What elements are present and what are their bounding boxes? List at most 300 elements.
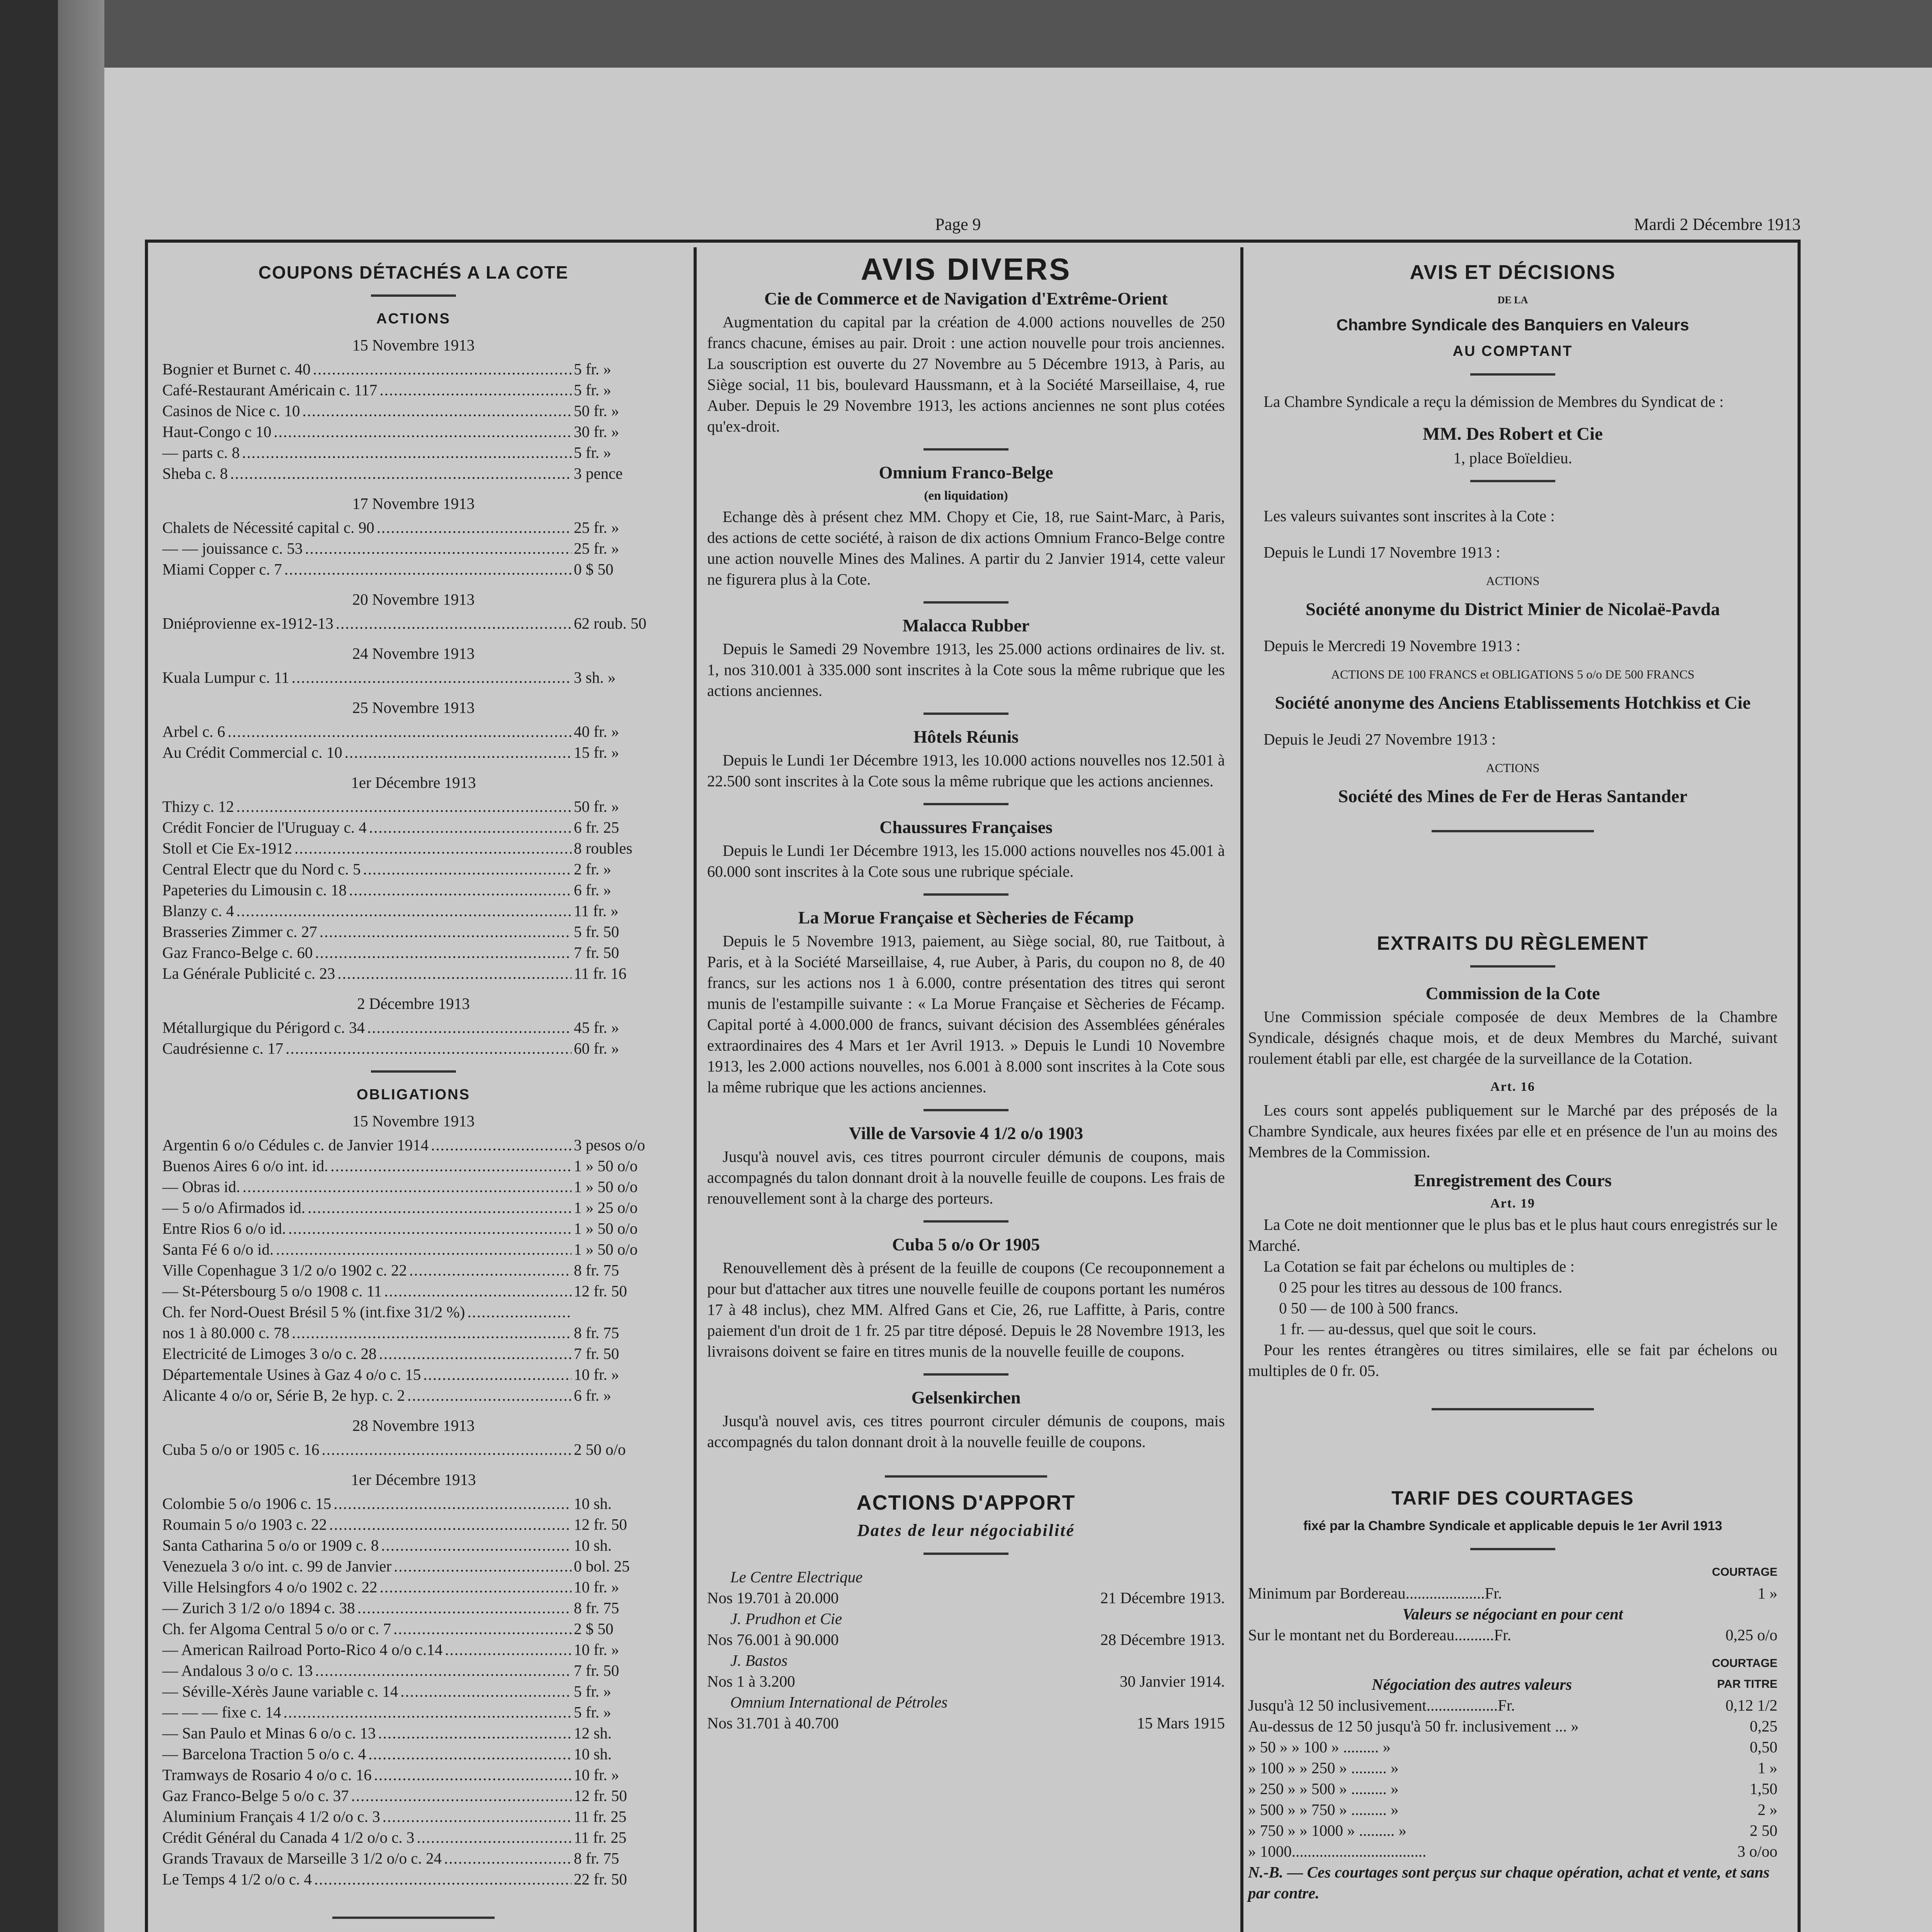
tarif-value: 1 »: [1757, 1584, 1777, 1602]
leader-dots: [379, 1343, 571, 1364]
divider: [923, 1220, 1009, 1223]
tarif-subtitle: fixé par la Chambre Syndicale et applicable depuis le 1er Avril 1913: [1303, 1519, 1723, 1533]
row-name: Entre Rios 6 o/o id.: [162, 1219, 286, 1237]
apport-row: [707, 1671, 1225, 1692]
tarif-value: 0,25: [1750, 1717, 1777, 1735]
row-name: — Barcelona Traction 5 o/o c. 4: [162, 1745, 366, 1763]
leader-dots: [288, 1218, 571, 1239]
group: [162, 697, 665, 763]
notice-text: Jusqu'à nouvel avis, ces titres pourront circuler démunis de coupons, mais accompagnés du talon donnant droit à la nouvelle feuille de coupons. Les frais de renouvellement sont à la charge des porteurs.: [707, 1148, 1225, 1207]
notice-text: Depuis le Samedi 29 Novembre 1913, les 25.000 actions ordinaires de liv. st. 1, nos 310.001 à 335.000 sont inscrites à la Cote sous la même rubrique que les actions anciennes.: [707, 640, 1225, 699]
row-value: 8 fr. 75: [574, 1599, 619, 1617]
table-row: [162, 1017, 665, 1038]
table-row: [162, 1514, 665, 1535]
apport-company: Le Centre Electrique: [730, 1568, 863, 1586]
row-value: 0 $ 50: [574, 560, 614, 578]
running-header: [143, 214, 1801, 238]
group-date: 25 Novembre 1913: [352, 699, 475, 716]
row-name: Bognier et Burnet c. 40: [162, 360, 311, 378]
tarif-value: 2 »: [1757, 1801, 1777, 1818]
notice-title: Hôtels Réunis: [913, 727, 1019, 747]
row-name: Dniéprovienne ex-1912-13: [162, 614, 333, 632]
row-value: 8 fr. 75: [574, 1261, 619, 1279]
article-text: La Cote ne doit mentionner que le plus bas et le plus haut cours enregistrés sur le Marché.: [1248, 1216, 1777, 1254]
leader-dots: [383, 1806, 571, 1827]
group: [162, 493, 665, 580]
row-name: Central Electr que du Nord c. 5: [162, 860, 361, 878]
tarif-label: Jusqu'à 12 50 inclusivement..................Fr.: [1248, 1696, 1515, 1714]
table-row: [162, 1134, 665, 1155]
leader-dots: [378, 1723, 571, 1743]
row-value: 6 fr. »: [574, 1386, 611, 1404]
notice: [707, 615, 1225, 701]
notice: [707, 907, 1225, 1097]
group: [162, 335, 665, 484]
row-name: — Andalous 3 o/o c. 13: [162, 1662, 313, 1679]
row-name: Métallurgique du Périgord c. 34: [162, 1019, 365, 1036]
row-name: Roumain 5 o/o 1903 c. 22: [162, 1515, 327, 1533]
notice-text: Depuis le Lundi 1er Décembre 1913, les 10.000 actions nouvelles nos 12.501 à 22.500 sont inscrites à la Cote sous la même rubrique que les actions anciennes.: [707, 751, 1225, 790]
row-name: Grands Travaux de Marseille 3 1/2 o/o c. 24: [162, 1849, 442, 1867]
table-row: [162, 463, 665, 484]
table-row: [162, 963, 665, 984]
row-name: Brasseries Zimmer c. 27: [162, 923, 317, 940]
pour-cent-title: Valeurs se négociant en pour cent: [1402, 1605, 1623, 1623]
row-value: 1 » 50 o/o: [574, 1178, 638, 1196]
table-row: [162, 1848, 665, 1869]
table-row: [162, 1343, 665, 1364]
row-value: 12 fr. 50: [574, 1515, 627, 1533]
apport-company: J. Prudhon et Cie: [730, 1610, 842, 1628]
subsection-title: OBLIGATIONS: [356, 1087, 471, 1103]
tarif-value: 1,50: [1750, 1780, 1777, 1798]
leader-dots: [363, 859, 571, 879]
leader-dots: [384, 1281, 571, 1301]
leader-dots: [236, 900, 571, 921]
row-name: Le Temps 4 1/2 o/o c. 4: [162, 1870, 312, 1888]
row-value: 22 fr. 50: [574, 1870, 627, 1888]
row-value: 11 fr. 25: [574, 1828, 627, 1846]
group: [162, 1469, 665, 1889]
row-name: Santa Catharina 5 o/o or 1909 c. 8: [162, 1536, 379, 1554]
leader-dots: [345, 742, 571, 763]
tarif-label: » 50 » » 100 » ......... »: [1248, 1738, 1391, 1756]
table-row: [162, 742, 665, 763]
leader-dots: [330, 1155, 571, 1176]
divider: [1470, 965, 1555, 968]
leader-dots: [357, 1597, 571, 1618]
row-name: — 5 o/o Afirmados id.: [162, 1199, 306, 1216]
apport-row: [707, 1713, 1225, 1733]
group-date: 24 Novembre 1913: [352, 645, 475, 662]
table-row: [162, 1660, 665, 1681]
table-row: [162, 517, 665, 538]
row-value: 1 » 50 o/o: [574, 1157, 638, 1175]
notice: [707, 1123, 1225, 1209]
apport-company: J. Bastos: [730, 1651, 788, 1669]
row-name: Chalets de Nécessité capital c. 90: [162, 519, 374, 536]
tarif-row: [1248, 1624, 1777, 1645]
table-row: [162, 1322, 665, 1343]
leader-dots: [393, 1618, 571, 1639]
leader-dots: [286, 1038, 571, 1059]
rentes-text: Pour les rentes étrangères ou titres similaires, elle se fait par échelons ou multiples de 0 fr. 05.: [1248, 1341, 1777, 1379]
row-name: Gaz Franco-Belge c. 60: [162, 944, 313, 961]
apport-numbers: Nos 31.701 à 40.700: [707, 1714, 839, 1732]
column-divider: [1240, 247, 1243, 1932]
row-name: Kuala Lumpur c. 11: [162, 668, 289, 686]
tarif-value: 0,25 o/o: [1725, 1626, 1777, 1644]
leader-dots: [292, 1322, 571, 1343]
tarif-row: [1248, 1778, 1777, 1799]
divider: [371, 294, 456, 297]
row-name: Gaz Franco-Belge 5 o/o c. 37: [162, 1787, 349, 1804]
notice-subtitle: (en liquidation): [924, 489, 1008, 503]
row-name: Buenos Aires 6 o/o int. id.: [162, 1157, 328, 1175]
table-row: [162, 613, 665, 634]
row-value: 60 fr. »: [574, 1039, 619, 1057]
apport-row: [707, 1629, 1225, 1650]
par-titre-label: COURTAGE PAR TITRE: [1712, 1657, 1777, 1690]
row-name: — American Railroad Porto-Rico 4 o/o c.14: [162, 1641, 443, 1658]
inscription-company: Société des Mines de Fer de Heras Santander: [1338, 786, 1687, 806]
row-value: 1 » 25 o/o: [574, 1199, 638, 1216]
tarif-label: Sur le montant net du Bordereau..........Fr.: [1248, 1626, 1511, 1644]
notice: [707, 817, 1225, 882]
echelons-list: [1248, 1277, 1777, 1339]
apport-row: [707, 1587, 1225, 1608]
autres-header: [1248, 1653, 1777, 1695]
courtage-label: COURTAGE: [1712, 1566, 1777, 1578]
leader-dots: [236, 796, 571, 817]
row-name: Venezuela 3 o/o int. c. 99 de Janvier: [162, 1557, 392, 1575]
row-value: 7 fr. 50: [574, 1345, 619, 1362]
divider: [923, 893, 1009, 896]
enregistrement-title: Enregistrement des Cours: [1414, 1170, 1612, 1190]
leader-dots: [294, 838, 571, 859]
tarif-value: 0,12 1/2: [1725, 1696, 1777, 1714]
row-value: 25 fr. »: [574, 519, 619, 536]
row-value: 6 fr. 25: [574, 818, 619, 836]
page-gutter-shadow: [58, 0, 104, 1932]
leader-dots: [333, 1493, 571, 1514]
row-value: 6 fr. »: [574, 881, 611, 899]
row-name: Blanzy c. 4: [162, 902, 234, 920]
table-row: [162, 1597, 665, 1618]
row-name: Stoll et Cie Ex-1912: [162, 839, 292, 857]
table-row: [162, 1618, 665, 1639]
group-date: 1er Décembre 1913: [351, 774, 476, 791]
leader-dots: [394, 1556, 571, 1577]
table-row: [162, 859, 665, 879]
tarif-value: 0,50: [1750, 1738, 1777, 1756]
tarif-row: [1248, 1820, 1777, 1841]
au-comptant: AU COMPTANT: [1452, 343, 1573, 359]
row-name: Sheba c. 8: [162, 464, 228, 482]
divider: [1470, 480, 1555, 482]
demission-address: 1, place Boïeldieu.: [1453, 449, 1572, 467]
tarif-value: 1 »: [1757, 1759, 1777, 1777]
table-row: [162, 1556, 665, 1577]
leader-dots: [467, 1301, 571, 1322]
echelon: 0 50 — de 100 à 500 francs.: [1279, 1299, 1459, 1317]
demission-name: MM. Des Robert et Cie: [1423, 424, 1603, 444]
leader-dots: [336, 613, 571, 634]
table-row: [162, 1439, 665, 1460]
leader-dots: [409, 1260, 571, 1281]
table-row: [162, 817, 665, 838]
table-row: [162, 1197, 665, 1218]
row-name: — — — fixe c. 14: [162, 1703, 281, 1721]
row-name: Argentin 6 o/o Cédules c. de Janvier 1914: [162, 1136, 429, 1154]
row-value: 5 fr. »: [574, 1682, 611, 1700]
leader-dots: [351, 1785, 571, 1806]
table-row: [162, 1176, 665, 1197]
leader-dots: [400, 1681, 571, 1702]
tarif-label: » 750 » » 1000 » ......... »: [1248, 1821, 1406, 1839]
tarif-label: Minimum par Bordereau....................Fr.: [1248, 1584, 1502, 1602]
issue-date: Mardi 2 Décembre 1913: [1634, 215, 1801, 234]
divider: [923, 448, 1009, 451]
chambre-name: Chambre Syndicale des Banquiers en Valeurs: [1336, 316, 1689, 334]
notice-text: Augmentation du capital par la création de 4.000 actions nouvelles de 250 francs chacune, émises au pair. Droit : une action nouvelle pour trois anciennes. La souscription est ouverte du 27 Novembre au 5 Décembre 1913, à Paris, au Siège social, 11 bis, boulevard Haussmann, et à la Société Marseillaise, 4, rue Auber. Depuis le 29 Novembre 1913, les actions anciennes ne sont plus cotées qu'ex-droit.: [707, 313, 1225, 435]
apport-date: 15 Mars 1915: [1137, 1714, 1225, 1732]
table-row: [162, 921, 665, 942]
table-row: [162, 879, 665, 900]
row-value: 50 fr. »: [574, 402, 619, 420]
table-row: [162, 1743, 665, 1764]
row-value: 3 pence: [574, 464, 623, 482]
table-row: [162, 538, 665, 559]
notice-title: Ville de Varsovie 4 1/2 o/o 1903: [849, 1123, 1083, 1143]
group: [162, 589, 665, 634]
autres-title: Négociation des autres valeurs: [1372, 1675, 1572, 1693]
notice-title: Omnium Franco-Belge: [879, 463, 1053, 482]
inscription-kind: ACTIONS DE 100 FRANCS et OBLIGATIONS 5 o/o DE 500 FRANCS: [1331, 667, 1695, 681]
table-row: [162, 667, 665, 688]
group-date: 15 Novembre 1913: [352, 1112, 475, 1130]
notice-title: La Morue Française et Sècheries de Fécamp: [798, 908, 1134, 927]
row-name: Miami Copper c. 7: [162, 560, 282, 578]
table-row: [162, 900, 665, 921]
row-value: 15 fr. »: [574, 743, 619, 761]
leader-dots: [305, 538, 571, 559]
row-name: — Zurich 3 1/2 o/o 1894 c. 38: [162, 1599, 355, 1617]
nb-text: N.-B. — Ces courtages sont perçus sur chaque opération, achat et vente, et sans par contre.: [1248, 1863, 1770, 1902]
row-name: Aluminium Français 4 1/2 o/o c. 3: [162, 1808, 380, 1825]
echelon: 1 fr. — au-dessus, quel que soit le cours.: [1279, 1320, 1537, 1338]
section-subtitle: Dates de leur négociabilité: [857, 1521, 1075, 1540]
row-value: 2 fr. »: [574, 860, 611, 878]
notice-text: Depuis le Lundi 1er Décembre 1913, les 15.000 actions nouvelles nos 45.001 à 60.000 sont inscrites à la Cote sous une rubrique spéciale.: [707, 842, 1225, 880]
table-row: [162, 1239, 665, 1260]
de-la: DE LA: [1497, 294, 1528, 306]
leader-dots: [380, 1577, 571, 1597]
tarif-row: [1248, 1799, 1777, 1820]
column-coupons: [162, 255, 665, 1932]
echelon: 0 25 pour les titres au dessous de 100 francs.: [1279, 1278, 1563, 1296]
notice-text: Echange dès à présent chez MM. Chopy et Cie, 18, rue Saint-Marc, à Paris, des actions de cette société, à raison de dix actions Omnium Franco-Belge contre une action nouvelle Mines des Malines. A partir du 2 Janvier 1914, cette valeur ne figurera plus à la Cote.: [707, 508, 1225, 588]
table-row: [162, 1806, 665, 1827]
inscription-since: Depuis le Lundi 17 Novembre 1913 :: [1264, 543, 1500, 561]
row-name: nos 1 à 80.000 c. 78: [162, 1324, 290, 1342]
row-value: 30 fr. »: [574, 423, 619, 440]
row-value: 10 fr. »: [574, 1766, 619, 1784]
row-name: Santa Fé 6 o/o id.: [162, 1240, 274, 1258]
leader-dots: [445, 1639, 571, 1660]
section-title: TARIF DES COURTAGES: [1391, 1487, 1634, 1509]
leader-dots: [417, 1827, 571, 1848]
notice-text: Depuis le 5 Novembre 1913, paiement, au Siège social, 80, rue Taitbout, à Paris, et à la Société Marseillaise, 4, rue Auber, à Paris, du coupon no 8, de 40 francs, sur les actions nos 1 à 6.000, contre présentation des titres qui seront munis de l'estampille suivante : « La Morue Française et Sècheries de Fécamp. Capital porté à 4.000.000 de francs, suivant décision des Assemblées générales extraordinaires des 4 Mars et 1er Avril 1913. » Depuis le Lundi 10 Novembre 1913, les 2.000 actions nouvelles, nos 6.001 à 8.000 sont inscrites à la Cote sous la même rubrique que les actions anciennes.: [707, 932, 1225, 1096]
row-name: Ville Copenhague 3 1/2 o/o 1902 c. 22: [162, 1261, 407, 1279]
row-name: Haut-Congo c 10: [162, 423, 272, 440]
row-value: 12 fr. 50: [574, 1787, 627, 1804]
leader-dots: [313, 359, 571, 379]
cotation-intro: La Cotation se fait par échelons ou multiples de :: [1264, 1257, 1575, 1275]
leader-dots: [314, 1869, 571, 1889]
leader-dots: [374, 1764, 571, 1785]
row-value: 2 50 o/o: [574, 1440, 626, 1458]
leader-dots: [423, 1364, 571, 1385]
leader-dots: [276, 1239, 571, 1260]
row-name: — — jouissance c. 53: [162, 539, 303, 557]
apport-company: Omnium International de Pétroles: [730, 1693, 948, 1711]
tarif-row: [1248, 1757, 1777, 1778]
row-value: 7 fr. 50: [574, 1662, 619, 1679]
row-value: 45 fr. »: [574, 1019, 619, 1036]
leader-dots: [302, 400, 571, 421]
adjacent-page-edge: [0, 0, 58, 1932]
table-row: [162, 1827, 665, 1848]
table-row: [162, 838, 665, 859]
row-value: 8 fr. 75: [574, 1324, 619, 1342]
article-label: Art. 19: [1490, 1196, 1535, 1211]
table-row: [162, 1723, 665, 1743]
page-number: Page 9: [935, 215, 981, 234]
table-row: [162, 442, 665, 463]
row-value: 3 sh. »: [574, 668, 616, 686]
article-text: Les cours sont appelés publiquement sur le Marché par des préposés de la Chambre Syndicale, aux heures fixées par elle et en présence de l'un au moins des Membres de la Commission.: [1248, 1101, 1777, 1161]
row-value: 5 fr. 50: [574, 923, 619, 940]
row-value: 10 fr. »: [574, 1578, 619, 1596]
notice-title: Cie de Commerce et de Navigation d'Extrême-Orient: [764, 289, 1168, 308]
leader-dots: [228, 721, 571, 742]
row-value: 0 bol. 25: [574, 1557, 630, 1575]
notice: [707, 1387, 1225, 1452]
table-row: [162, 421, 665, 442]
row-name: Cuba 5 o/o or 1905 c. 16: [162, 1440, 320, 1458]
notice-title: Malacca Rubber: [902, 616, 1030, 635]
row-name: Café-Restaurant Américain c. 117: [162, 381, 378, 399]
apport-date: 28 Décembre 1913.: [1100, 1631, 1225, 1648]
leader-dots: [320, 921, 571, 942]
row-name: — Séville-Xérès Jaune variable c. 14: [162, 1682, 398, 1700]
row-value: 2 $ 50: [574, 1620, 614, 1638]
commission-text: Une Commission spéciale composée de deux Membres de la Chambre Syndicale, désignés chaque mois, et de deux Membres du Marché, suivant roulement établi par elle, est chargée de la surveillance de la Cotation.: [1248, 1008, 1777, 1067]
group-date: 15 Novembre 1913: [352, 336, 475, 354]
group: [162, 772, 665, 984]
table-row: [162, 1155, 665, 1176]
row-value: 40 fr. »: [574, 723, 619, 740]
divider: [923, 1109, 1009, 1111]
tarif-row: [1248, 1695, 1777, 1716]
tarif-label: » 100 » » 250 » ......... »: [1248, 1759, 1399, 1777]
table-row: [162, 1281, 665, 1301]
row-name: Thizy c. 12: [162, 798, 234, 815]
notice-text: Renouvellement dès à présent de la feuille de coupons (Ce recouponnement a pour but d'attacher aux titres une nouvelle feuille de coupons portant les numéros 17 à 48 inclus), chez MM. Alfred Gans et Cie, 26, rue Laffitte, à Paris, contre paiement d'un droit de 1 fr. 25 par titre déposé. Depuis le 28 Novembre 1913, les livraisons doivent se faire en titres munis de la nouvelle feuille de coupons.: [707, 1259, 1225, 1360]
divider: [1470, 373, 1555, 376]
table-row: [162, 1493, 665, 1514]
notice-title: Cuba 5 o/o Or 1905: [892, 1235, 1040, 1254]
tarif-label: Au-dessus de 12 50 jusqu'à 50 fr. inclusivement ... »: [1248, 1717, 1579, 1735]
row-name: — parts c. 8: [162, 444, 240, 461]
row-name: Ch. fer Nord-Ouest Brésil 5 % (int.fixe 31/2 %): [162, 1303, 465, 1321]
leader-dots: [381, 1535, 571, 1556]
tarif-row: [1248, 1841, 1777, 1862]
row-value: 10 sh.: [574, 1745, 612, 1763]
row-value: 10 sh.: [574, 1536, 612, 1554]
divider: [923, 1553, 1009, 1555]
leader-dots: [444, 1848, 571, 1869]
row-name: Caudrésienne c. 17: [162, 1039, 284, 1057]
table-row: [162, 942, 665, 963]
row-value: 11 fr. 16: [574, 964, 627, 982]
subsection-title: ACTIONS: [376, 311, 451, 327]
notice: [707, 1234, 1225, 1362]
leader-dots: [242, 442, 571, 463]
row-value: 7 fr. 50: [574, 944, 619, 961]
row-name: Ch. fer Algoma Central 5 o/o or c. 7: [162, 1620, 391, 1638]
row-value: 12 sh.: [574, 1724, 612, 1742]
demission-text: La Chambre Syndicale a reçu la démission de Membres du Syndicat de :: [1264, 393, 1724, 410]
row-value: 10 sh.: [574, 1495, 612, 1512]
group-date: 2 Décembre 1913: [357, 995, 470, 1012]
divider: [371, 1070, 456, 1073]
divider: [885, 1475, 1047, 1478]
tarif-row: [1248, 1716, 1777, 1736]
table-row: [162, 1764, 665, 1785]
row-name: Colombie 5 o/o 1906 c. 15: [162, 1495, 332, 1512]
column-avis-divers: [707, 252, 1225, 1733]
column-divider: [694, 247, 697, 1932]
leader-dots: [329, 1514, 571, 1535]
row-name: Départementale Usines à Gaz 4 o/o c. 15: [162, 1366, 421, 1383]
tarif-value: 2 50: [1750, 1821, 1777, 1839]
row-name: Arbel c. 6: [162, 723, 225, 740]
table-row: [162, 1577, 665, 1597]
divider: [923, 601, 1009, 604]
row-value: 10 fr. »: [574, 1366, 619, 1383]
inscription-since: Depuis le Jeudi 27 Novembre 1913 :: [1264, 730, 1496, 748]
leader-dots: [379, 379, 571, 400]
apport-date: 21 Décembre 1913.: [1100, 1589, 1225, 1607]
divider: [332, 1917, 495, 1919]
leader-dots: [274, 421, 571, 442]
table-row: [162, 359, 665, 379]
table-row: [162, 379, 665, 400]
divider: [923, 803, 1009, 805]
section-title: ACTIONS D'APPORT: [856, 1491, 1076, 1514]
row-value: 5 fr. »: [574, 1703, 611, 1721]
article-label: Art. 16: [1490, 1080, 1535, 1094]
leader-dots: [284, 559, 571, 580]
divider: [1432, 1408, 1594, 1410]
inscription-company: Société anonyme des Anciens Etablissements Hotchkiss et Cie: [1275, 693, 1751, 713]
section-title: COUPONS DÉTACHÉS A LA COTE: [258, 262, 569, 282]
leader-dots: [407, 1385, 571, 1406]
row-value: 1 » 50 o/o: [574, 1219, 638, 1237]
row-name: La Générale Publicité c. 23: [162, 964, 335, 982]
